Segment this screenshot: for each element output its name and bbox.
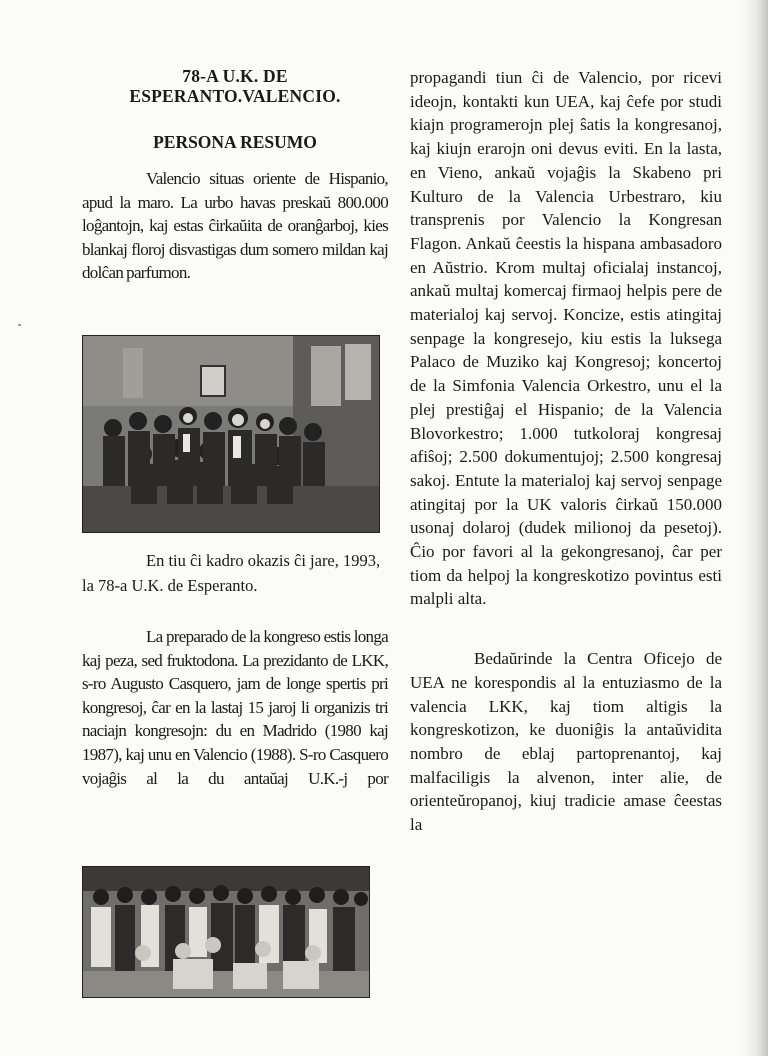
article-title <box>82 66 388 106</box>
right-column <box>410 66 722 837</box>
title-line-1: 78-A U.K. DE <box>182 66 288 86</box>
scan-speck <box>18 324 21 326</box>
article-subtitle: PERSONA RESUMO <box>153 132 317 152</box>
group-photo-hall <box>82 335 380 533</box>
title-line-2: ESPERANTO.VALENCIO. <box>129 86 341 106</box>
left-column <box>82 66 388 285</box>
group-photo-hall-image <box>83 336 379 532</box>
intro-paragraph: Valencio situas oriente de Hispanio, apud la maro. La urbo havas preskaŭ 800.000 loĝantojn, kaj estas ĉirkaŭita de oranĝarboj, kies blankaj floroj disvastigas dum somero mildan kaj dolĉan parfumon. <box>82 169 388 283</box>
group-photo-congress <box>82 866 370 998</box>
continued-paragraph: propagandi tiun ĉi de Valencio, por ricevi ideojn, kontakti kun UEA, kaj ĉefe por studi kiajn programerojn plej ŝatis la kongresanoj, kaj kiujn erarojn oni devus eviti. En la lasta, en Vieno, ankaŭ vojaĝis la Skabeno pri Kulturo de la Valencia Urbestraro, kiu transprenis por Valencio la Kongresan Flagon. Ankaŭ ĉeestis la hispana ambasadoro en Aŭstrio. Krom multaj oficialaj instancoj, ankaŭ multaj komercaj firmaoj helpis pere de materialoj kaj servoj. Koncize, estis atingitaj senpage la kongresejo, kiu estis la luksega Palaco de Muziko kaj Kongresoj; koncertoj de la Simfonia Valencia Orkestro, unu el la plej prestiĝaj el Hispanio; de la Valencia Blovorkestro; 1.000 tutkoloraj kongresaj afiŝoj; 2.500 dokumentujoj; 2.500 kongresaj sakoj. Entute la materialoj kaj servoj senpage atingitaj por la UK valoris ĉirkaŭ 150.000 usonaj dolaroj (dudek milionoj da pesetoj). Ĉio por favori al la gekongresanoj, ĉar per tiom da helpoj la kongreskotizo povintus esti malpli alta. <box>410 68 722 609</box>
group-photo-congress-image <box>83 867 369 997</box>
final-paragraph: Bedaŭrinde la Centra Oficejo de UEA ne korespondis al la entuziasmo de la valencia LKK, kaj tiom altigis la kongreskotizon, ke duoniĝis la antaŭvidita nombro de eblaj partoprenantoj, kaj malfaciligis la alvenon, inter alie, de orienteŭropanoj, kiuj tradicie amase ĉeestas la <box>410 649 722 835</box>
page-edge-shadow <box>742 0 768 1056</box>
photo-caption: En tiu ĉi kadro okazis ĉi jare, 1993, la 78-a U.K. de Esperanto. <box>82 551 381 595</box>
preparation-paragraph: La preparado de la kongreso estis longa kaj peza, sed fruktodona. La prezidanto de LKK, s-ro Augusto Casquero, jam de longe spertis pri kongresoj, ĉar en la lastaj 15 jaroj li organizis tri naciajn kongresojn: du en Madrido (1980 kaj 1987), kaj unu en Valencio (1988). S-ro Casquero vojaĝis al la du antaŭaj U.K.-j por <box>82 627 388 788</box>
